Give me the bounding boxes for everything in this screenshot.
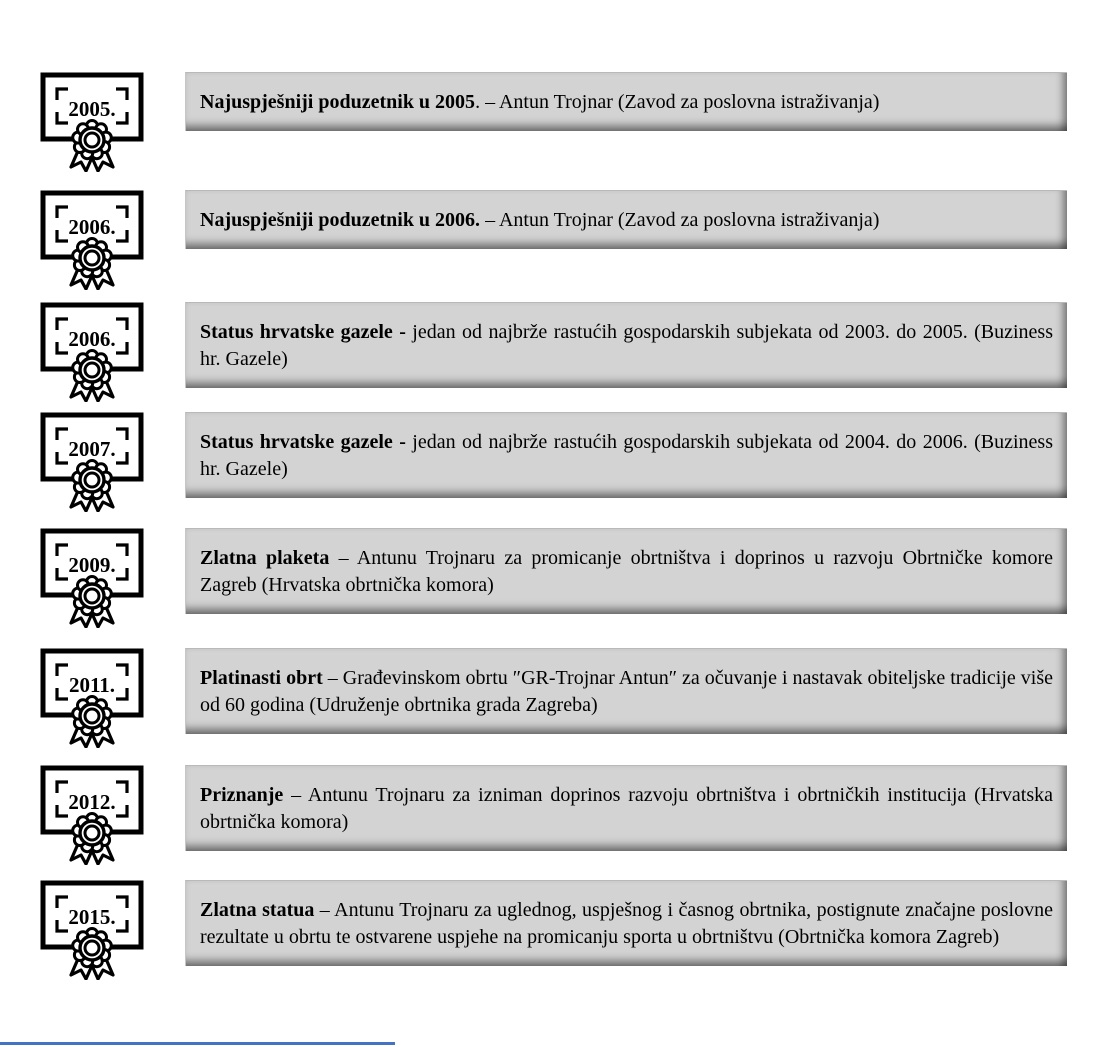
certificate-ribbon-icon (40, 412, 144, 512)
award-description: jedan od najbrže rastućih gospodarskih subjekata od 2004. do 2006. (Buziness hr. Gazele) (200, 431, 1053, 480)
certificate-ribbon-icon (40, 765, 144, 865)
award-description: – Građevinskom obrtu ″GR-Trojnar Antun″ za očuvanje i nastavak obiteljske tradicije više od 60 godina (Udruženje obrtnika grada Zagreba) (200, 667, 1053, 716)
certificate-ribbon-icon (40, 528, 144, 628)
badge-year-text: 2006. (68, 327, 116, 351)
award-box (185, 880, 1067, 966)
bottom-blue-line (0, 1042, 395, 1045)
award-box (185, 648, 1067, 734)
award-description: – Antunu Trojnaru za izniman doprinos razvoju obrtništva i obrtničkih institucija (Hrvatska obrtnička komora) (200, 784, 1053, 833)
award-box (185, 528, 1067, 614)
certificate-ribbon-icon (40, 302, 144, 402)
award-description: – Antunu Trojnaru za uglednog, uspješnog i časnog obrtnika, postignute značajne poslovne rezultate u obrtu te ostvarene uspjehe na promicanju sporta u obrtništvu (Obrtnička komora Zagreb) (200, 899, 1053, 948)
award-box (185, 765, 1067, 851)
badge-year-text: 2012. (68, 790, 116, 814)
award-title: Zlatna statua (200, 899, 315, 921)
award-description: – Antun Trojnar (Zavod za poslovna istraživanja) (480, 209, 880, 231)
badge-year-text: 2011. (68, 673, 116, 697)
badge-year-text: 2006. (68, 215, 116, 239)
award-title: Zlatna plaketa (200, 547, 330, 569)
certificate-ribbon-icon (40, 72, 144, 172)
award-title: Najuspješniji poduzetnik u 2005 (200, 91, 476, 113)
award-description: – Antunu Trojnaru za promicanje obrtništva i doprinos u razvoju Obrtničke komore Zagreb (Hrvatska obrtnička komora) (200, 547, 1053, 596)
award-title: Priznanje (200, 784, 284, 806)
badge-year-text: 2005. (68, 97, 116, 121)
award-description: . – Antun Trojnar (Zavod za poslovna istraživanja) (475, 91, 880, 113)
certificate-ribbon-icon (40, 72, 144, 172)
award-box (185, 412, 1067, 498)
award-box (185, 190, 1067, 249)
certificate-ribbon-icon (40, 190, 144, 290)
award-title: Status hrvatske gazele - (200, 321, 406, 343)
award-box (185, 72, 1067, 131)
award-box (185, 302, 1067, 388)
award-description: jedan od najbrže rastućih gospodarskih subjekata od 2003. do 2005. (Buziness hr. Gazele) (200, 321, 1053, 370)
award-title: Platinasti obrt (200, 667, 323, 689)
badge-year-text: 2015. (68, 905, 116, 929)
badge-year-text: 2009. (68, 553, 116, 577)
badge-year-text: 2007. (68, 437, 116, 461)
award-title: Najuspješniji poduzetnik u 2006. (200, 209, 481, 231)
award-title: Status hrvatske gazele - (200, 431, 406, 453)
certificate-ribbon-icon (40, 648, 144, 748)
certificate-ribbon-icon (40, 880, 144, 980)
